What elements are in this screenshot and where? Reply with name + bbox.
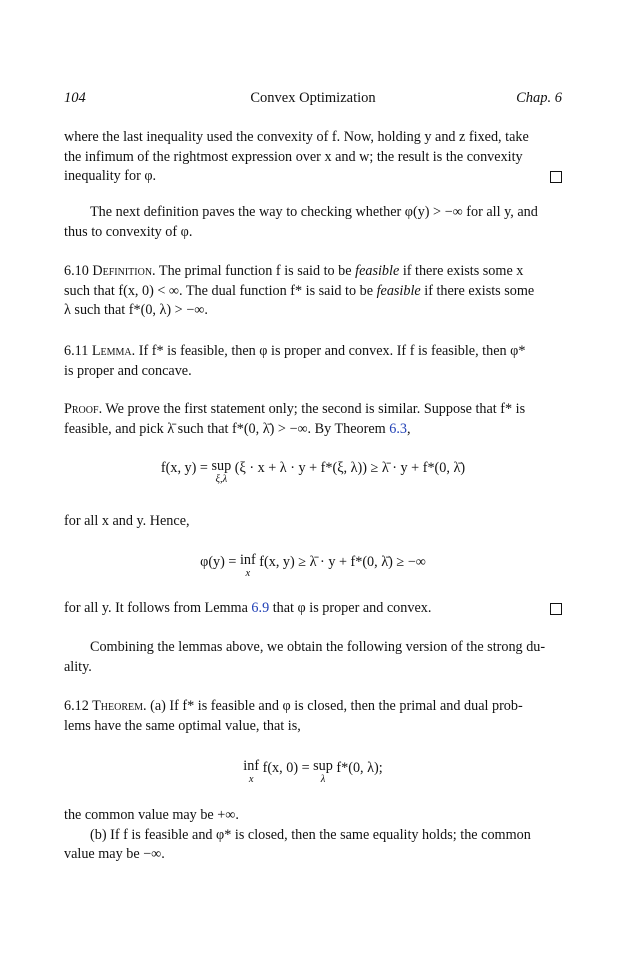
- proof-label: Proof.: [64, 401, 103, 417]
- text-line-qed: [64, 599, 562, 619]
- text-line: ality.: [64, 658, 92, 675]
- paragraph-convexity: [64, 128, 562, 187]
- text-line: λ such that f*(0, λ) > −∞.: [64, 302, 208, 318]
- sup-operator: [313, 759, 333, 785]
- qed-symbol: [550, 603, 562, 615]
- lemma-label: 6.11 Lemma.: [64, 343, 136, 359]
- text-line: is proper and concave.: [64, 362, 192, 379]
- page-number: 104: [64, 90, 86, 106]
- emphasis-feasible: feasible: [376, 282, 421, 299]
- operator-subscript: λ: [320, 774, 326, 785]
- operator-subscript: x: [248, 774, 254, 785]
- equation-rhs: f(x, y) ≥ λ̄ · y + f*(0, λ̄) ≥ −∞: [255, 554, 426, 570]
- definition-text: if there exists some: [420, 282, 535, 299]
- definition-text: The primal function f is said to be: [158, 263, 356, 279]
- sup-operator: [211, 459, 231, 485]
- text-line: [64, 282, 562, 302]
- text-line: Combining the lemmas above, we obtain the following version of the strong du-: [90, 639, 546, 655]
- text-line: for all x and y. Hence,: [64, 513, 190, 529]
- operator-subscript: x: [245, 568, 251, 579]
- lemma-6-11: [64, 342, 562, 381]
- operator-name: sup: [211, 458, 232, 474]
- theorem-text: (a) If f* is feasible and φ is closed, then the primal and dual prob-: [150, 698, 523, 714]
- text-segment: for all y. It follows from Lemma: [64, 600, 252, 616]
- paragraph-combining: [64, 638, 562, 677]
- text-line: [64, 420, 562, 440]
- text-line: the infimum of the rightmost expression over x and w; the result is the convexity: [64, 148, 523, 165]
- proof-text: feasible, and pick λ̄ such that f*(0, λ̄) > −∞. By Theorem: [64, 420, 390, 437]
- running-header: [64, 89, 562, 109]
- equation-inf: [64, 553, 562, 579]
- text-line: where the last inequality used the convexity of f. Now, holding y and z fixed, take: [64, 129, 529, 145]
- text-line: (b) If f is feasible and φ* is closed, then the same equality holds; the common: [90, 826, 531, 843]
- text-line: [64, 400, 562, 420]
- operator-name: inf: [243, 758, 260, 774]
- proof-text: We prove the first statement only; the second is similar. Suppose that f* is: [105, 401, 526, 417]
- theorem-ref-link[interactable]: 6.3: [389, 420, 407, 437]
- equation-rhs: f*(0, λ);: [332, 760, 383, 776]
- theorem-label: 6.12 Theorem.: [64, 698, 147, 714]
- definition-text: such that f(x, 0) < ∞. The dual function f* is said to be: [64, 282, 377, 299]
- inf-operator: [240, 553, 256, 579]
- text-line: [64, 697, 562, 717]
- paragraph-follows: [64, 599, 562, 619]
- running-title: Convex Optimization: [250, 90, 376, 106]
- text-line: inequality for φ.: [64, 168, 157, 184]
- text-segment: that φ is proper and convex.: [269, 600, 432, 616]
- equation-lhs: f(x, y) =: [160, 460, 212, 476]
- equation-sup: [64, 459, 562, 485]
- text-line: lems have the same optimal value, that is,: [64, 717, 301, 734]
- emphasis-feasible: feasible: [355, 263, 400, 279]
- text-line: thus to convexity of φ.: [64, 223, 193, 240]
- definition-6-10: [64, 262, 562, 321]
- operator-name: inf: [239, 552, 256, 568]
- equation-middle: f(x, 0) =: [259, 760, 314, 776]
- lemma-text: If f* is feasible, then φ is proper and convex. If f is feasible, then φ*: [138, 343, 526, 359]
- paragraph-for-all: [64, 512, 562, 532]
- text-line: [64, 342, 562, 362]
- text-line: The next definition paves the way to checking whether φ(y) > −∞ for all y, and: [90, 204, 538, 220]
- proof-text: ,: [407, 420, 411, 437]
- text-line-qed: [64, 167, 562, 187]
- proof: [64, 400, 562, 439]
- chapter-label: Chap. 6: [516, 90, 562, 106]
- text-line: the common value may be +∞.: [64, 807, 239, 823]
- operator-subscript: ξ,λ: [215, 474, 228, 485]
- definition-text: if there exists some x: [399, 263, 524, 279]
- theorem-6-12: [64, 697, 562, 736]
- operator-name: sup: [313, 758, 333, 774]
- paragraph-common-value: [64, 806, 562, 865]
- paragraph-next-definition: [64, 203, 562, 242]
- inf-operator: [243, 759, 259, 785]
- lemma-ref-link[interactable]: 6.9: [251, 600, 270, 616]
- equation-lhs: φ(y) =: [200, 554, 240, 570]
- text-line: value may be −∞.: [64, 846, 165, 862]
- qed-symbol: [550, 171, 562, 183]
- equation-strong-duality: [64, 759, 562, 785]
- equation-rhs: (ξ · x + λ · y + f*(ξ, λ)) ≥ λ̄ · y + f*(0, λ̄): [231, 460, 466, 476]
- definition-label: 6.10 Definition.: [64, 263, 156, 279]
- text-line: [64, 262, 562, 282]
